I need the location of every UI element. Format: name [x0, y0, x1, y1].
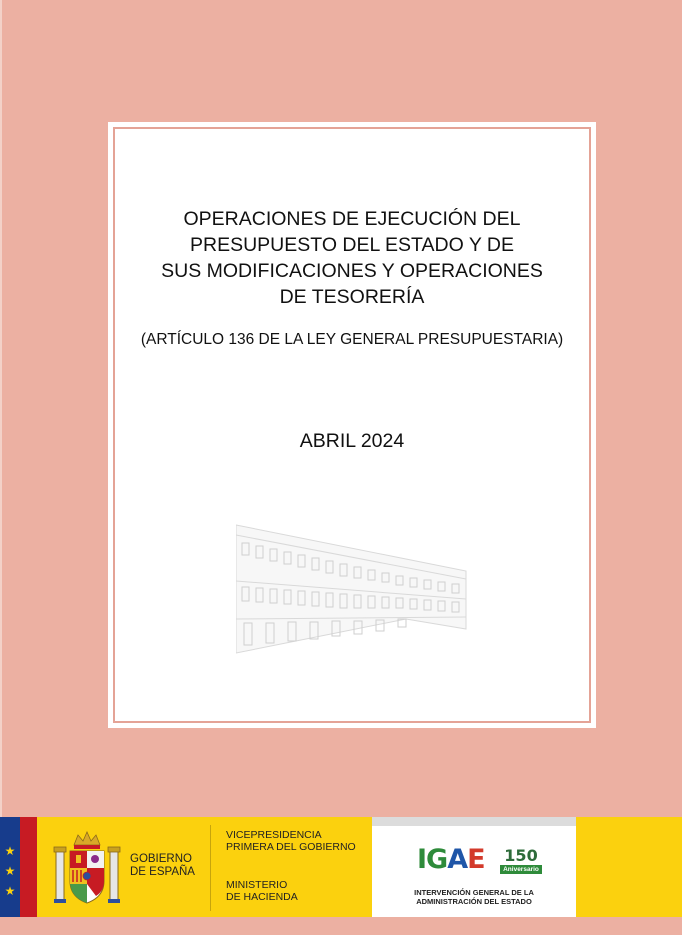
eu-flag-strip	[0, 817, 20, 917]
ministerio-line-2: DE HACIENDA	[226, 891, 298, 903]
document-title: OPERACIONES DE EJECUCIÓN DEL PRESUPUESTO DEL ESTADO Y DE SUS MODIFICACIONES Y OPERACIONES DE TESORERÍA	[161, 208, 543, 308]
footer-band	[0, 817, 682, 917]
bottom-strip	[0, 917, 682, 935]
gobierno-line-2: DE ESPAÑA	[130, 866, 195, 878]
gobierno-de-espana-text	[130, 853, 195, 879]
igae-letter-a: A	[447, 844, 468, 875]
document-subtitle: (ARTÍCULO 136 DE LA LEY GENERAL PRESUPUESTARIA)	[140, 331, 564, 348]
anniversary-number: 150	[504, 846, 538, 865]
igae-logo-box	[372, 817, 576, 917]
igae-caption-line-2: ADMINISTRACIÓN DEL ESTADO	[416, 897, 532, 906]
anniversary-label: Aniversario	[500, 865, 542, 874]
star-icon: ★	[4, 864, 16, 878]
document-date: ABRIL 2024	[299, 430, 405, 452]
ministerio-text	[226, 879, 298, 903]
igae-letter-g: G	[426, 844, 448, 875]
page-left-edge	[0, 0, 2, 935]
cover-frame	[108, 122, 596, 728]
vicepresidencia-line-1: VICEPRESIDENCIA	[226, 829, 322, 841]
star-icon: ★	[4, 884, 16, 898]
igae-logo	[417, 845, 485, 875]
footer-divider	[210, 825, 211, 911]
igae-letter-i: I	[417, 844, 427, 875]
ministerio-line-1: MINISTERIO	[226, 879, 288, 891]
anniversary-badge	[500, 847, 542, 877]
vicepresidencia-text	[226, 829, 356, 853]
igae-top-bar	[372, 817, 576, 826]
building-illustration	[236, 519, 468, 659]
igae-letter-e: E	[467, 844, 485, 875]
igae-caption-line-1: INTERVENCIÓN GENERAL DE LA	[414, 888, 534, 897]
vicepresidencia-line-2: PRIMERA DEL GOBIERNO	[226, 841, 356, 853]
gobierno-line-1: GOBIERNO	[130, 853, 192, 865]
star-icon: ★	[4, 844, 16, 858]
spain-flag-red-stripe	[20, 817, 37, 917]
coat-of-arms-icon	[52, 829, 122, 909]
igae-caption	[372, 888, 576, 906]
